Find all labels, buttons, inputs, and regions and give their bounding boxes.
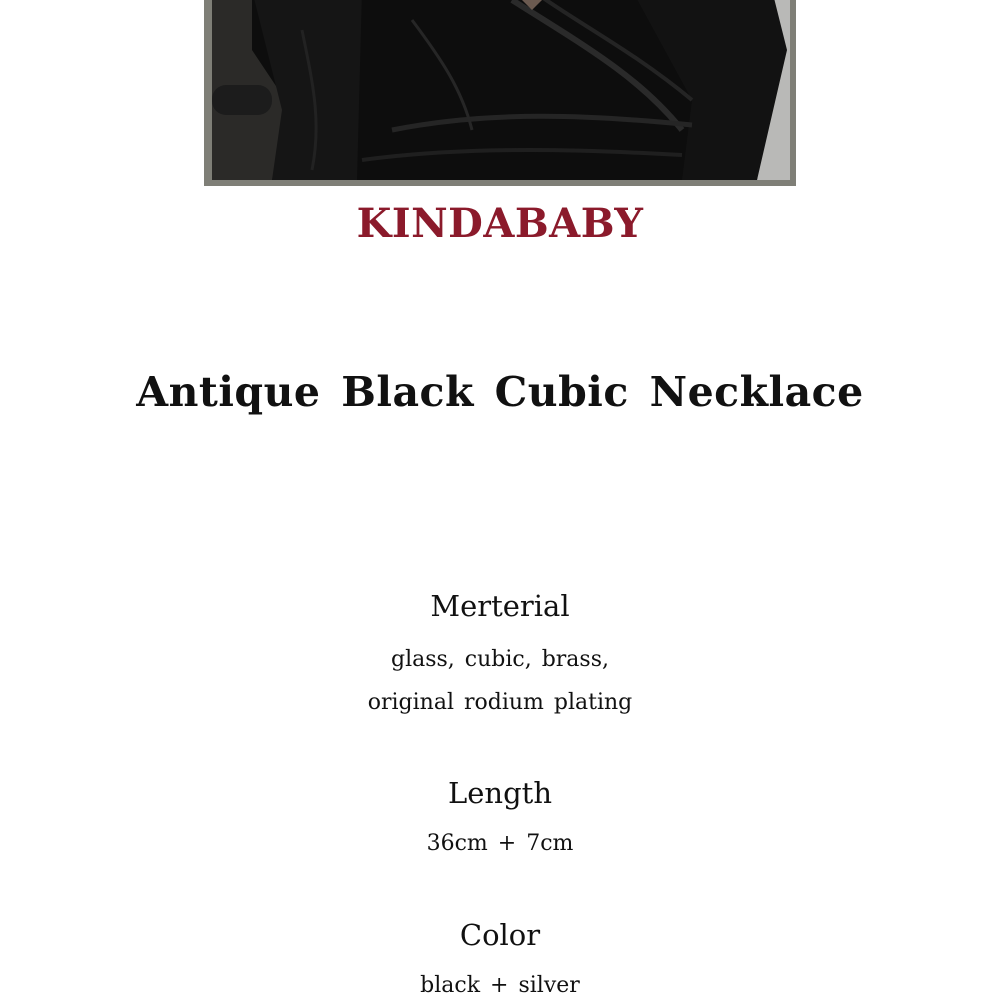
brand-name: KINDABABY	[356, 200, 644, 247]
color-value: black + silver	[420, 973, 580, 998]
photo-illustration	[212, 0, 790, 180]
product-photo	[212, 0, 790, 180]
product-photo-frame	[204, 0, 796, 186]
color-heading: Color	[459, 918, 541, 952]
material-value-line1: glass, cubic, brass,	[390, 647, 609, 672]
length-heading: Length	[448, 776, 552, 810]
product-title: Antique Black Cubic Necklace	[136, 368, 864, 416]
material-value-line2: original rodium plating	[367, 690, 633, 715]
material-heading: Merterial	[430, 589, 570, 623]
length-value: 36cm + 7cm	[426, 831, 574, 856]
